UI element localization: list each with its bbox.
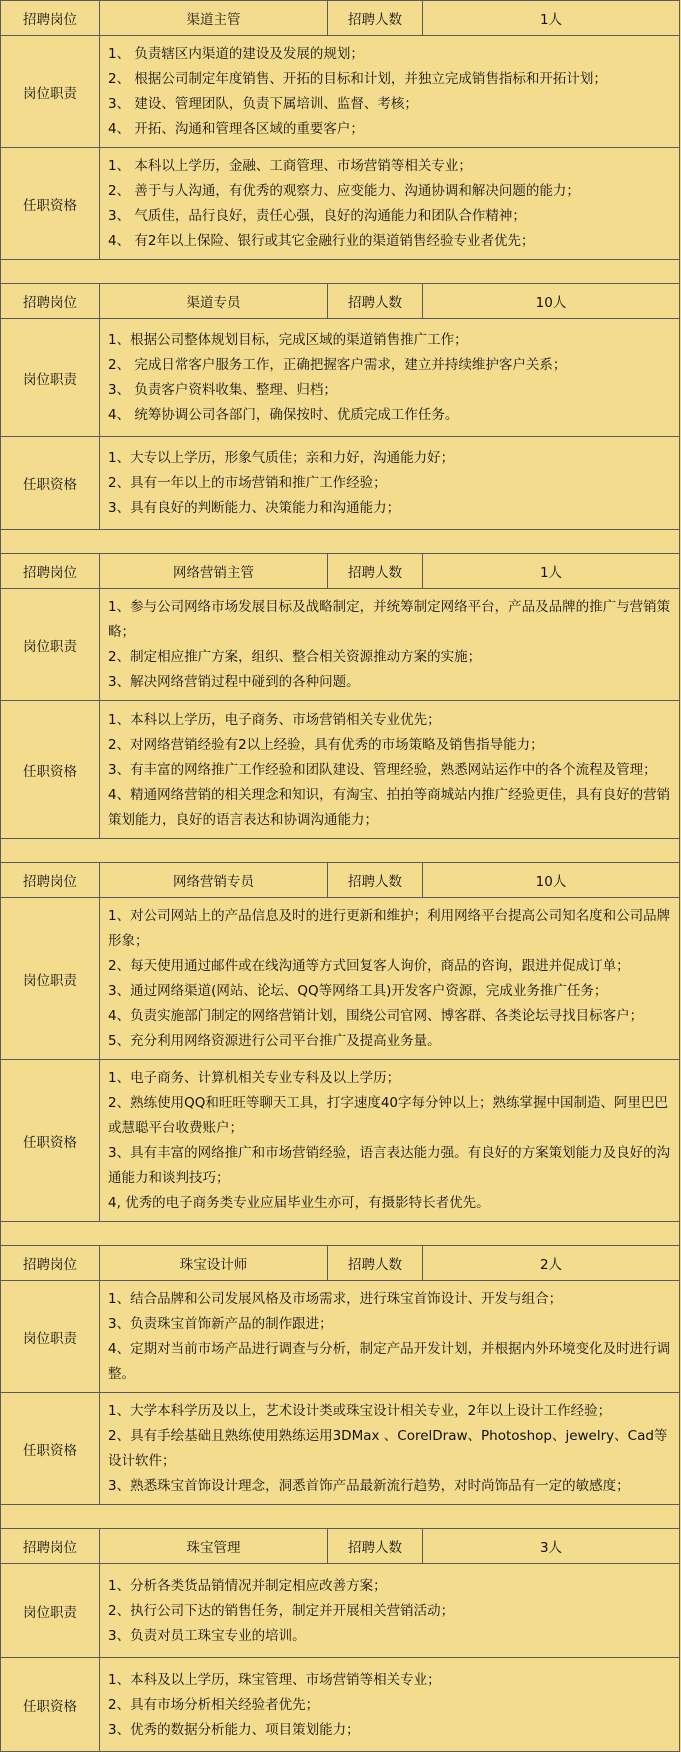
job-requirements-row	[1, 701, 680, 839]
job-headcount: 10人	[423, 863, 680, 898]
headcount-label: 招聘人数	[328, 1, 423, 36]
job-duties	[100, 589, 680, 701]
job-header-row	[1, 284, 680, 319]
duty-item: 1、参与公司网络市场发展目标及战略制定，并统筹制定网络平台，产品及品牌的推广与营销策略；	[108, 599, 671, 640]
job-duties-row	[1, 1281, 680, 1393]
job-headcount: 2人	[423, 1246, 680, 1281]
duty-item: 3、 建设、管理团队，负责下属培训、监督、考核；	[108, 96, 418, 112]
requirement-item: 2、熟练使用QQ和旺旺等聊天工具，打字速度40字每分钟以上；熟练掌握中国制造、阿里巴巴或慧聪平台收费账户；	[108, 1095, 669, 1136]
section-spacer-row	[1, 260, 680, 284]
section-spacer	[1, 260, 680, 284]
job-duties	[100, 1564, 680, 1658]
requirement-item: 2、 善于与人沟通，有优秀的观察力、应变能力、沟通协调和解决问题的能力；	[108, 183, 580, 199]
position-label: 招聘岗位	[1, 1, 100, 36]
job-headcount: 1人	[423, 1, 680, 36]
requirement-item: 4, 优秀的电子商务类专业应届毕业生亦可，有摄影特长者优先。	[108, 1195, 490, 1211]
duties-label: 岗位职责	[1, 898, 100, 1060]
requirement-item: 2、具有市场分析相关经验者优先；	[108, 1696, 320, 1713]
duty-item: 5、充分利用网络资源进行公司平台推广及提高业务量。	[108, 1033, 441, 1049]
position-label: 招聘岗位	[1, 863, 100, 898]
duty-item: 2、 根据公司制定年度销售、开拓的目标和计划，并独立完成销售指标和开拓计划；	[108, 71, 607, 87]
job-title: 珠宝管理	[100, 1529, 328, 1564]
job-title: 渠道专员	[100, 284, 328, 319]
requirement-item: 1、电子商务、计算机相关专业专科及以上学历；	[108, 1070, 401, 1086]
duty-item: 1、分析各类货品销情况并制定相应改善方案；	[108, 1577, 387, 1594]
duty-item: 3、负责珠宝首饰新产品的制作跟进；	[108, 1316, 333, 1332]
duties-label: 岗位职责	[1, 1564, 100, 1658]
requirement-item: 3、熟悉珠宝首饰设计理念，洞悉首饰产品最新流行趋势，对时尚饰品有一定的敏感度；	[108, 1478, 630, 1494]
requirement-item: 4、精通网络营销的相关理念和知识，有淘宝、拍拍等商城站内推广经验更佳，具有良好的营销策划能力，良好的语言表达和协调沟通能力；	[108, 786, 671, 828]
recruitment-table-body	[1, 1, 680, 1752]
job-duties-row	[1, 1564, 680, 1658]
position-label: 招聘岗位	[1, 1246, 100, 1281]
duty-item: 1、 负责辖区内渠道的建设及发展的规划；	[108, 46, 364, 62]
job-title: 珠宝设计师	[100, 1246, 328, 1281]
qualifications-label: 任职资格	[1, 437, 100, 530]
section-spacer-row	[1, 1222, 680, 1246]
section-spacer-row	[1, 839, 680, 863]
duty-item: 3、负责对员工珠宝专业的培训。	[108, 1627, 306, 1644]
job-requirements	[100, 1060, 680, 1222]
duty-item: 1、根据公司整体规划目标，完成区域的渠道销售推广工作；	[108, 332, 468, 348]
duty-item: 2、每天使用通过邮件或在线沟通等方式回复客人询价，商品的咨询，跟进并促成订单；	[108, 958, 630, 974]
job-header-row	[1, 863, 680, 898]
job-requirements	[100, 1658, 680, 1752]
requirement-item: 1、本科以上学历，电子商务、市场营销相关专业优先；	[108, 711, 441, 728]
qualifications-label: 任职资格	[1, 148, 100, 260]
duty-item: 4、 开拓、沟通和管理各区域的重要客户；	[108, 121, 364, 137]
job-title: 网络营销主管	[100, 554, 328, 589]
job-requirements	[100, 701, 680, 839]
requirement-item: 3、优秀的数据分析能力、项目策划能力；	[108, 1721, 360, 1738]
requirement-item: 3、 气质佳，品行良好，责任心强，良好的沟通能力和团队合作精神；	[108, 208, 526, 224]
requirement-item: 1、大学本科学历及以上，艺术设计类或珠宝设计相关专业，2年以上设计工作经验；	[108, 1403, 612, 1419]
duty-item: 3、解决网络营销过程中碰到的各种问题。	[108, 674, 360, 690]
headcount-label: 招聘人数	[328, 554, 423, 589]
qualifications-label: 任职资格	[1, 1658, 100, 1752]
position-label: 招聘岗位	[1, 284, 100, 319]
job-title: 网络营销专员	[100, 863, 328, 898]
job-duties-row	[1, 36, 680, 148]
duty-item: 4、 统筹协调公司各部门，确保按时、优质完成工作任务。	[108, 407, 459, 423]
requirement-item: 2、具有一年以上的市场营销和推广工作经验；	[108, 475, 387, 491]
requirement-item: 1、大专以上学历，形象气质佳；亲和力好，沟通能力好；	[108, 450, 455, 466]
section-spacer	[1, 1222, 680, 1246]
job-header-row	[1, 554, 680, 589]
duty-item: 2、执行公司下达的销售任务，制定并开展相关营销活动；	[108, 1602, 455, 1619]
duty-item: 2、制定相应推广方案，组织、整合相关资源推动方案的实施；	[108, 649, 482, 665]
job-duties	[100, 898, 680, 1060]
job-requirements	[100, 148, 680, 260]
requirement-item: 1、 本科以上学历，金融、工商管理、市场营销等相关专业；	[108, 158, 472, 174]
qualifications-label: 任职资格	[1, 1393, 100, 1505]
job-duties	[100, 1281, 680, 1393]
section-spacer-row	[1, 530, 680, 554]
job-duties	[100, 36, 680, 148]
requirement-item: 4、 有2年以上保险、银行或其它金融行业的渠道销售经验专业者优先；	[108, 233, 535, 249]
section-spacer	[1, 1505, 680, 1529]
requirement-item: 3、有丰富的网络推广工作经验和团队建设、管理经验，熟悉网站运作中的各个流程及管理；	[108, 761, 657, 778]
headcount-label: 招聘人数	[328, 1529, 423, 1564]
duties-label: 岗位职责	[1, 319, 100, 437]
job-header-row	[1, 1246, 680, 1281]
job-duties	[100, 319, 680, 437]
duty-item: 3、 负责客户资料收集、整理、归档；	[108, 382, 337, 398]
section-spacer-row	[1, 1505, 680, 1529]
job-requirements-row	[1, 1658, 680, 1752]
requirement-item: 1、本科及以上学历，珠宝管理、市场营销等相关专业；	[108, 1671, 441, 1688]
qualifications-label: 任职资格	[1, 701, 100, 839]
job-title: 渠道主管	[100, 1, 328, 36]
duty-item: 3、通过网络渠道(网站、论坛、QQ等网络工具)开发客户资源，完成业务推广任务；	[108, 983, 608, 999]
duties-label: 岗位职责	[1, 589, 100, 701]
job-requirements	[100, 437, 680, 530]
duty-item: 2、 完成日常客户服务工作，正确把握客户需求，建立并持续维护客户关系；	[108, 357, 567, 373]
job-headcount: 3人	[423, 1529, 680, 1564]
requirement-item: 2、具有手绘基础且熟练使用熟练运用3DMax 、CorelDraw、Photoshop、jewelry、Cad等设计软件；	[108, 1428, 668, 1469]
job-duties-row	[1, 898, 680, 1060]
duty-item: 1、对公司网站上的产品信息及时的进行更新和维护；利用网络平台提高公司知名度和公司品牌形象；	[108, 908, 671, 949]
job-requirements-row	[1, 1060, 680, 1222]
qualifications-label: 任职资格	[1, 1060, 100, 1222]
duty-item: 1、结合品牌和公司发展风格及市场需求，进行珠宝首饰设计、开发与组合；	[108, 1291, 563, 1307]
requirement-item: 3、具有丰富的网络推广和市场营销经验，语言表达能力强。有良好的方案策划能力及良好的沟通能力和谈判技巧；	[108, 1145, 671, 1186]
duty-item: 4、定期对当前市场产品进行调查与分析，制定产品开发计划，并根据内外环境变化及时进行调整。	[108, 1341, 671, 1382]
job-duties-row	[1, 589, 680, 701]
duties-label: 岗位职责	[1, 36, 100, 148]
section-spacer	[1, 530, 680, 554]
job-duties-row	[1, 319, 680, 437]
requirement-item: 2、对网络营销经验有2以上经验，具有优秀的市场策略及销售指导能力；	[108, 736, 544, 753]
job-headcount: 10人	[423, 284, 680, 319]
requirement-item: 3、具有良好的判断能力、决策能力和沟通能力；	[108, 500, 401, 516]
section-spacer	[1, 839, 680, 863]
job-header-row	[1, 1529, 680, 1564]
position-label: 招聘岗位	[1, 554, 100, 589]
duties-label: 岗位职责	[1, 1281, 100, 1393]
headcount-label: 招聘人数	[328, 1246, 423, 1281]
position-label: 招聘岗位	[1, 1529, 100, 1564]
duty-item: 4、负责实施部门制定的网络营销计划，围绕公司官网、博客群、各类论坛寻找目标客户；	[108, 1008, 644, 1024]
job-header-row	[1, 1, 680, 36]
headcount-label: 招聘人数	[328, 863, 423, 898]
job-requirements-row	[1, 148, 680, 260]
job-requirements-row	[1, 1393, 680, 1505]
headcount-label: 招聘人数	[328, 284, 423, 319]
job-requirements-row	[1, 437, 680, 530]
job-headcount: 1人	[423, 554, 680, 589]
job-requirements	[100, 1393, 680, 1505]
